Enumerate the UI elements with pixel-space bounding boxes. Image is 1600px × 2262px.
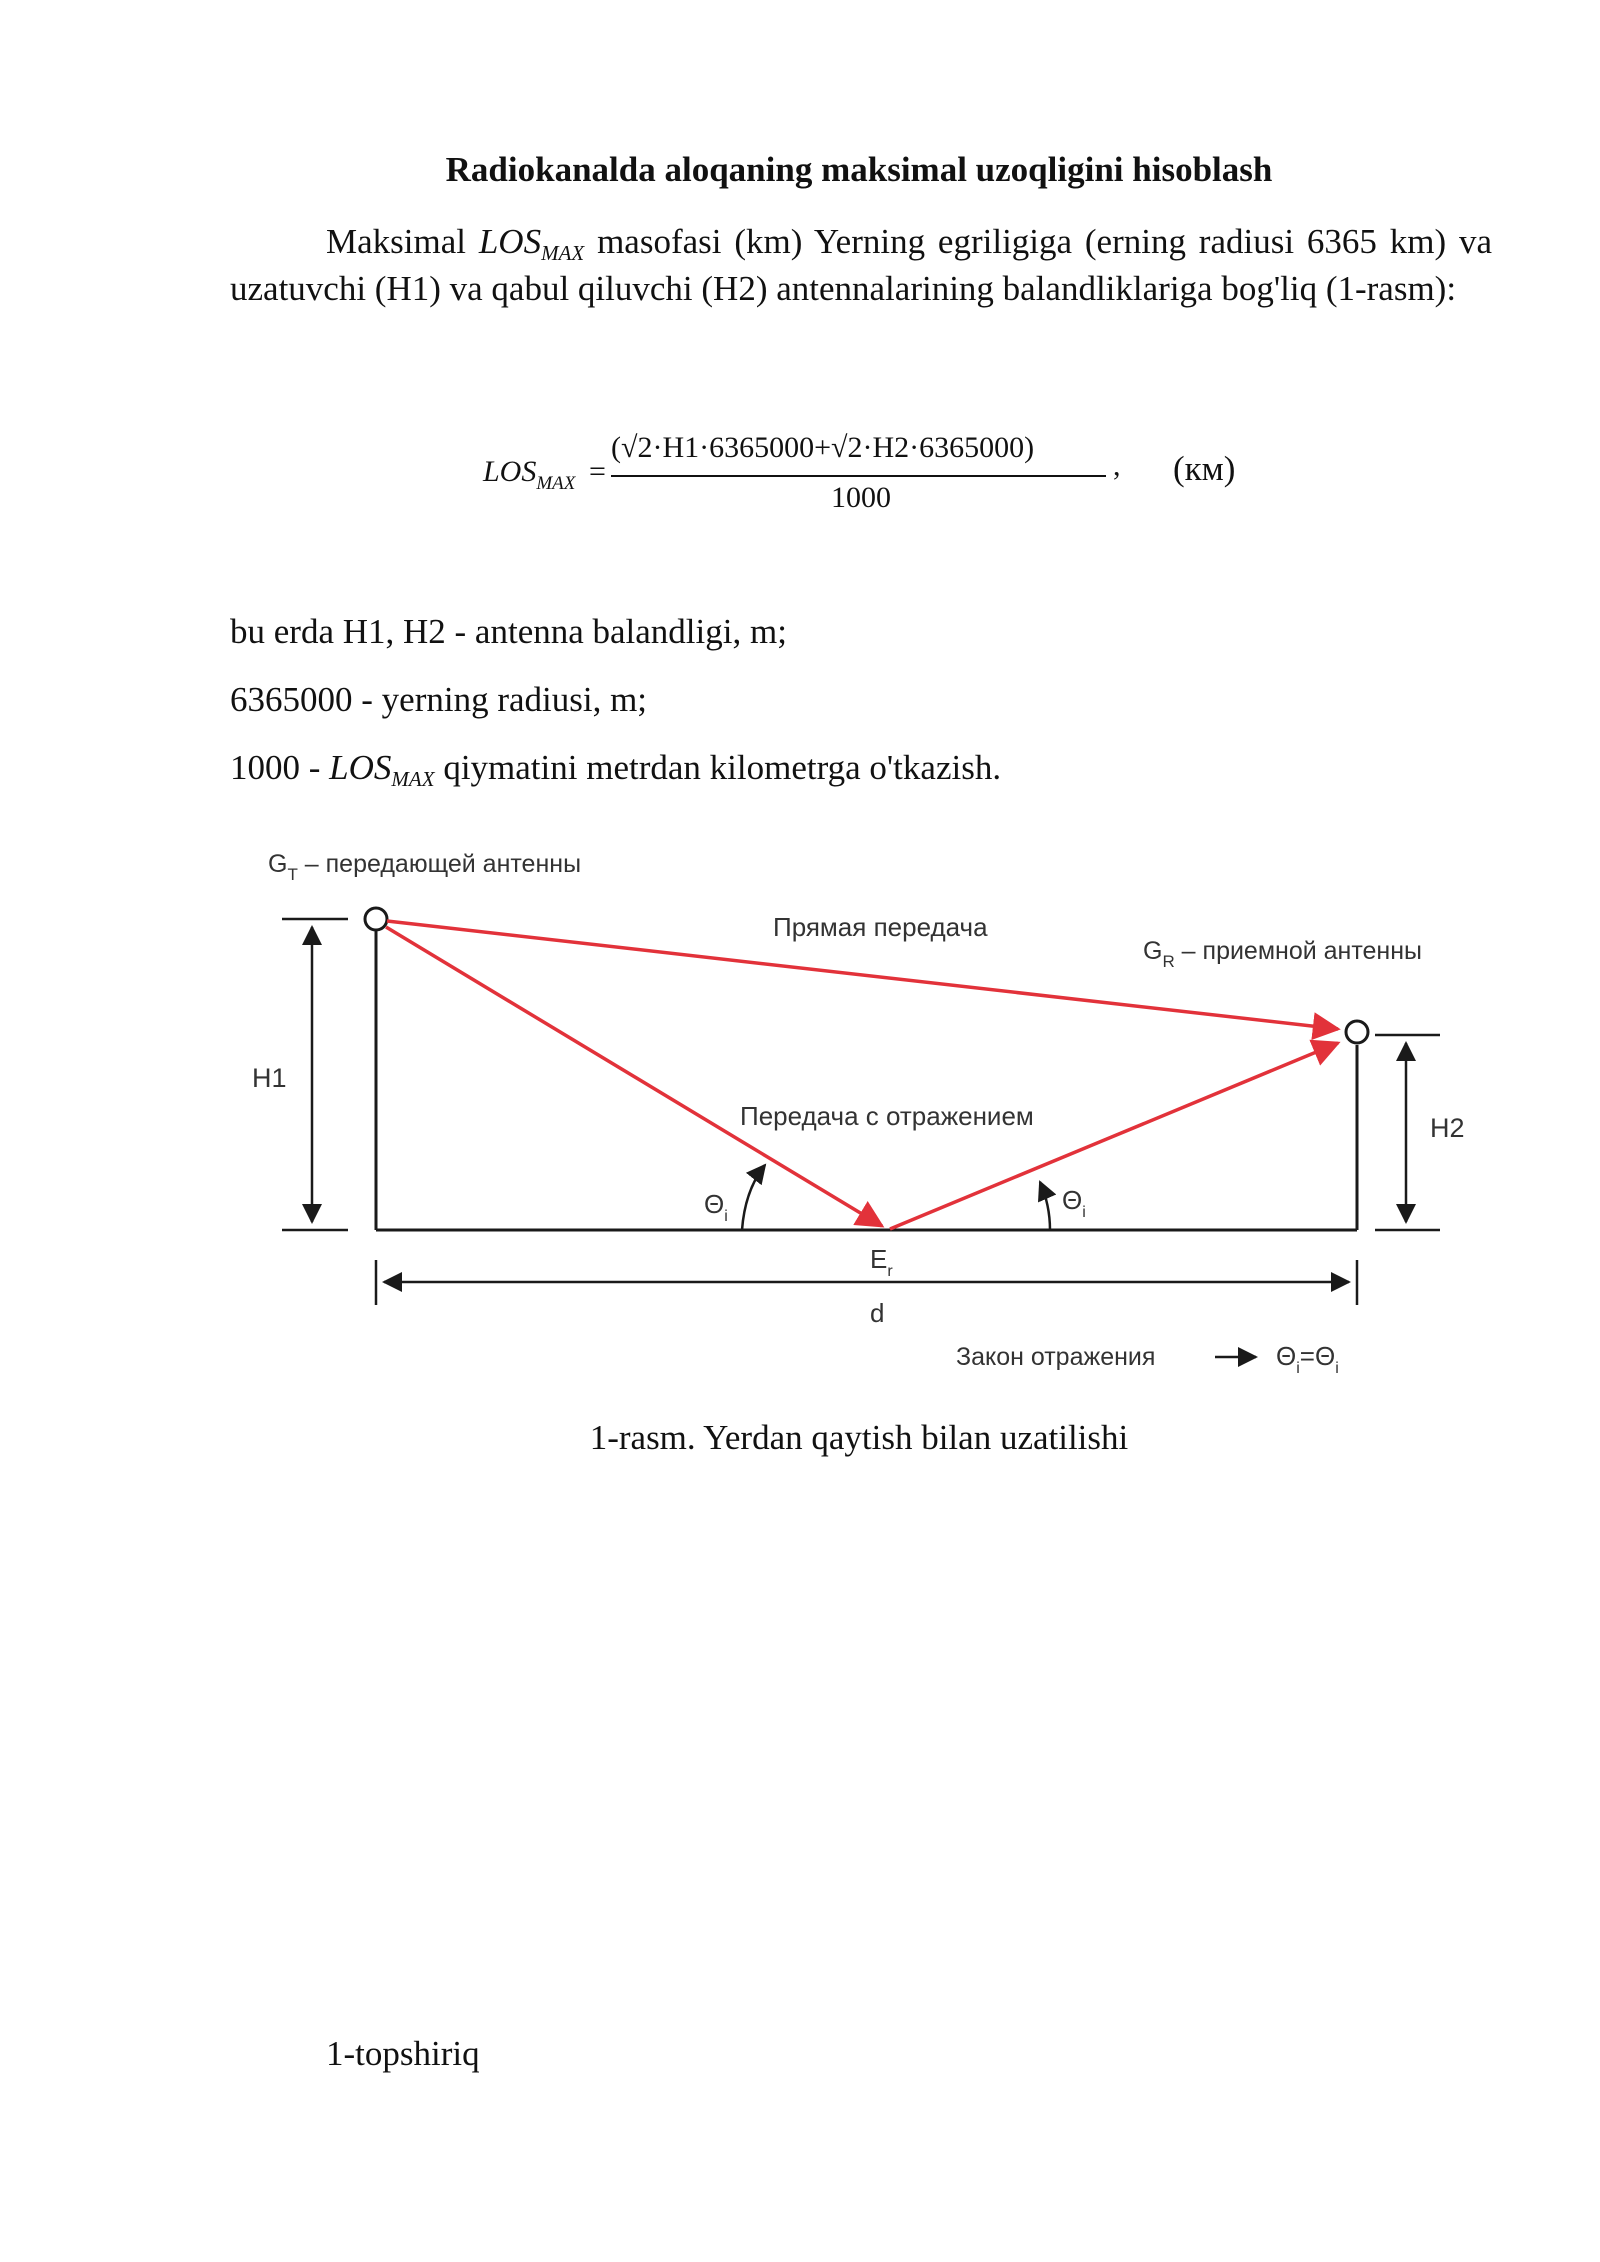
h1-dimension — [282, 919, 348, 1230]
h2-label: H2 — [1430, 1113, 1465, 1143]
incident-ray — [386, 927, 882, 1226]
definition-radius: 6365000 - yerning radiusi, m; — [230, 680, 648, 719]
law-equation: $\Theta_i=\Theta_i$ — [1276, 1341, 1339, 1377]
incidence-angle-arc — [742, 1165, 765, 1230]
los-max-symbol-2 — [329, 748, 435, 791]
formula-lhs — [483, 455, 575, 495]
svg-text:GR – приемной антенны: $G_R$ – приемной антенны — [1143, 937, 1423, 971]
reflection-angle-arc — [1040, 1182, 1050, 1230]
formula-lhs-sub: MAX — [536, 473, 576, 494]
def3-before: 1000 - — [230, 748, 330, 787]
page-title: Radiokanalda aloqaning maksimal uzoqligini hisoblash — [445, 150, 1273, 189]
formula-numerator: (√2·H1·6365000+√2·H2·6365000) — [611, 431, 1035, 464]
los-max-symbol — [478, 222, 585, 265]
los-formula — [483, 425, 1243, 525]
theta-reflection: $\Theta_i$ — [1062, 1185, 1086, 1221]
receiver-label — [1143, 937, 1422, 971]
formula-lhs-main: LOS — [483, 455, 537, 488]
fraction-bar — [611, 475, 1106, 477]
svg-text:GT – передающей антенны: $G_T$ – передающей антенны — [268, 850, 582, 884]
transmitter-antenna — [365, 908, 387, 930]
formula-comma: , — [1113, 449, 1121, 482]
law-label: Закон отражения — [956, 1343, 1156, 1371]
h1-label: H1 — [252, 1063, 287, 1093]
figure-caption: 1-rasm. Yerdan qaytish bilan uzatilishi — [589, 1418, 1129, 1457]
reflection-diagram — [230, 835, 1520, 1395]
d-label: d — [870, 1298, 885, 1328]
rays — [386, 921, 1338, 1229]
formula-unit: (км) — [1173, 449, 1236, 488]
formula-denominator: 1000 — [831, 481, 891, 514]
definition-heights: bu erda H1, H2 - antenna balandligi, m; — [230, 612, 787, 651]
def3-after: qiymatini metrdan kilometrga o'tkazish. — [434, 748, 1002, 787]
los-main-2: LOS — [329, 748, 392, 787]
d-dimension — [376, 1260, 1357, 1305]
reflected-ray — [890, 1043, 1338, 1229]
transmitter-label — [268, 850, 581, 884]
los-main: LOS — [478, 222, 542, 261]
angle-marks — [742, 1165, 1050, 1230]
intro-text-before: Maksimal — [326, 222, 479, 261]
er-label: $E_r$ — [870, 1244, 893, 1280]
formula-equals: = — [589, 455, 606, 488]
direct-label: Прямая передача — [773, 912, 988, 942]
reflected-label: Передача с отражением — [740, 1101, 1034, 1131]
los-sub: MAX — [541, 241, 585, 265]
intro-text-after: masofasi (km) Yerning egriligiga (erning radiusi 6365 km) va uzatuvchi (H1) va qabul qiluvchi (H2) antennalarining balandliklariga bog'liq (1-rasm): — [230, 222, 1492, 308]
intro-paragraph — [230, 218, 1492, 312]
los-sub-2: MAX — [391, 767, 435, 791]
theta-incidence: $\Theta_i$ — [704, 1189, 728, 1225]
definition-conversion — [230, 748, 1002, 791]
receiver-antenna — [1346, 1021, 1368, 1043]
section-label: 1-topshiriq — [326, 2034, 480, 2073]
